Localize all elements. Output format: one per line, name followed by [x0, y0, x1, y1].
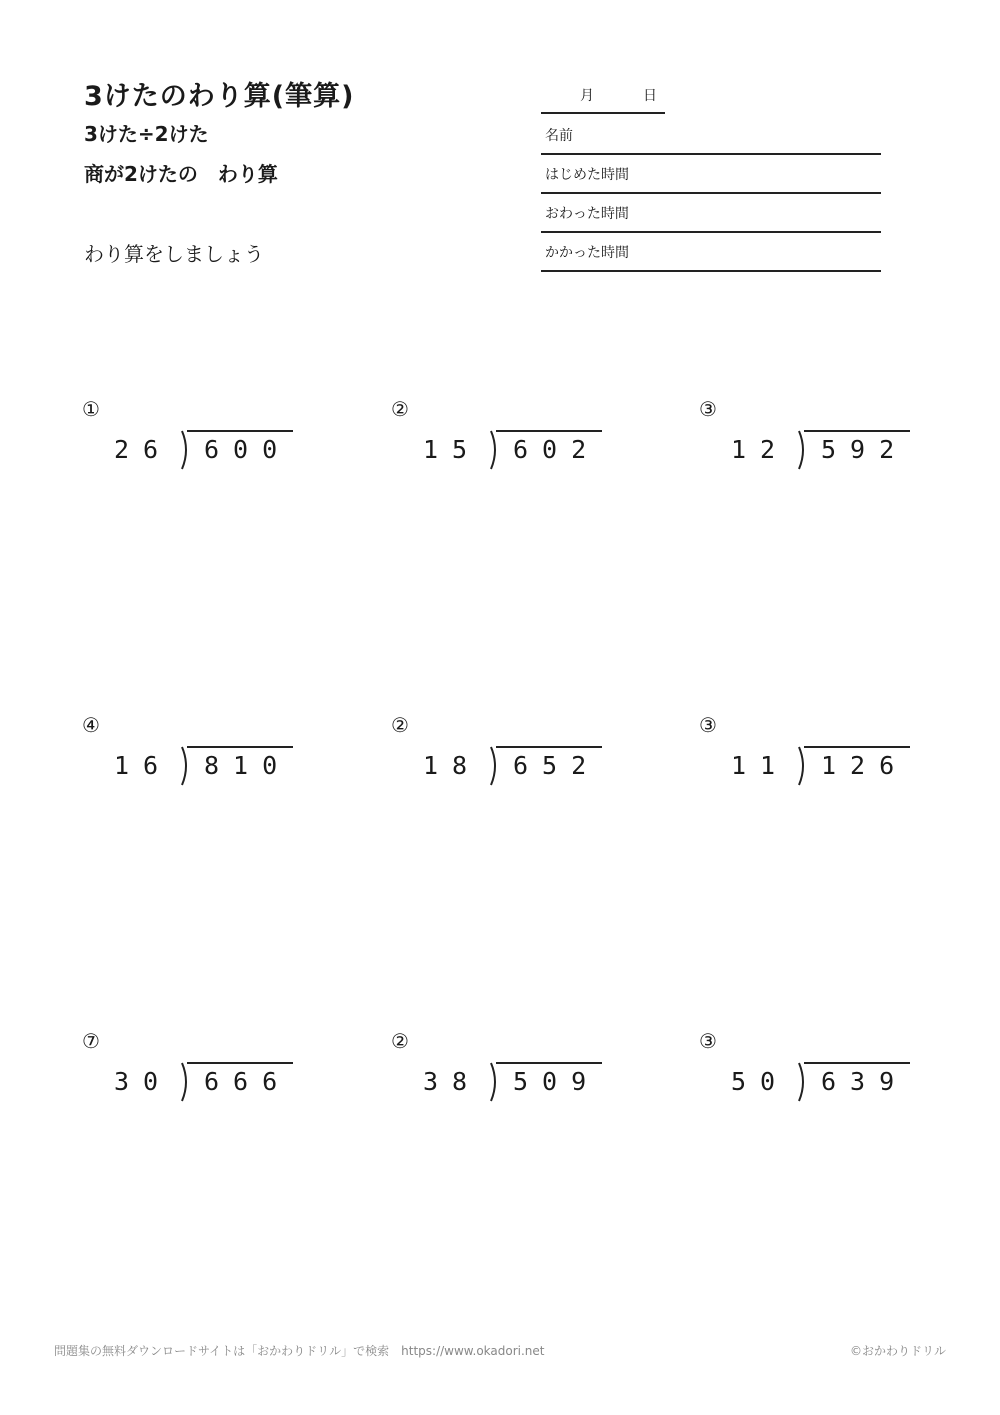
divisor: 50 — [731, 1067, 790, 1096]
long-division-bracket — [489, 746, 500, 786]
divisor: 18 — [423, 751, 482, 780]
dividend: 126 — [821, 751, 909, 780]
long-division-bar — [804, 1062, 910, 1064]
problem-number: ② — [391, 713, 409, 737]
problem-4 — [82, 715, 302, 795]
problem-number: ③ — [699, 1029, 717, 1053]
footer-copyright: ©おかわりドリル — [850, 1344, 947, 1358]
long-division-bar — [187, 430, 293, 432]
footer-site-note: 問題集の無料ダウンロードサイトは「おかわりドリル」で検索 https://www.okadori.net — [54, 1344, 545, 1358]
long-division-bracket — [180, 430, 191, 470]
name-field-label: 名前 — [545, 128, 573, 144]
long-division-bar — [804, 430, 910, 432]
long-division-bracket — [180, 746, 191, 786]
problem-number: ⑦ — [82, 1029, 100, 1053]
divisor: 15 — [423, 435, 482, 464]
dividend: 639 — [821, 1067, 909, 1096]
dividend: 509 — [513, 1067, 601, 1096]
dividend: 666 — [204, 1067, 292, 1096]
name-field[interactable] — [541, 115, 881, 155]
date-underline — [541, 112, 665, 114]
day-label: 日 — [643, 88, 657, 104]
problem-3 — [699, 399, 919, 479]
end-time-field[interactable] — [541, 193, 881, 233]
divisor: 38 — [423, 1067, 482, 1096]
problem-number: ② — [391, 1029, 409, 1053]
worksheet-title: 3けたのわり算(筆算) — [84, 81, 355, 112]
worksheet-subtitle-2: 商が2けたの わり算 — [84, 162, 278, 186]
start-time-field[interactable] — [541, 154, 881, 194]
long-division-bar — [187, 746, 293, 748]
problem-8 — [391, 1031, 611, 1111]
end-time-field-label: おわった時間 — [545, 206, 629, 222]
dividend: 602 — [513, 435, 601, 464]
long-division-bracket — [797, 430, 808, 470]
problem-5 — [391, 715, 611, 795]
long-division-bar — [187, 1062, 293, 1064]
long-division-bracket — [180, 1062, 191, 1102]
elapsed-time-field-label: かかった時間 — [545, 245, 629, 261]
long-division-bar — [496, 1062, 602, 1064]
problem-number: ① — [82, 397, 100, 421]
month-label: 月 — [580, 88, 594, 104]
problem-2 — [391, 399, 611, 479]
dividend: 652 — [513, 751, 601, 780]
problem-9 — [699, 1031, 919, 1111]
worksheet-subtitle: 3けた÷2けた — [84, 122, 209, 146]
problem-number: ③ — [699, 713, 717, 737]
long-division-bracket — [797, 746, 808, 786]
elapsed-time-field[interactable] — [541, 232, 881, 272]
divisor: 12 — [731, 435, 790, 464]
problem-number: ② — [391, 397, 409, 421]
problem-1 — [82, 399, 302, 479]
divisor: 16 — [114, 751, 173, 780]
divisor: 30 — [114, 1067, 173, 1096]
long-division-bracket — [797, 1062, 808, 1102]
instruction-text: わり算をしましょう — [84, 242, 264, 266]
long-division-bar — [804, 746, 910, 748]
long-division-bar — [496, 746, 602, 748]
dividend: 592 — [821, 435, 909, 464]
problem-7 — [82, 1031, 302, 1111]
long-division-bar — [496, 430, 602, 432]
problem-6 — [699, 715, 919, 795]
divisor: 26 — [114, 435, 173, 464]
long-division-bracket — [489, 1062, 500, 1102]
problem-number: ④ — [82, 713, 100, 737]
long-division-bracket — [489, 430, 500, 470]
divisor: 11 — [731, 751, 790, 780]
dividend: 600 — [204, 435, 292, 464]
problem-number: ③ — [699, 397, 717, 421]
start-time-field-label: はじめた時間 — [545, 167, 629, 183]
dividend: 810 — [204, 751, 292, 780]
